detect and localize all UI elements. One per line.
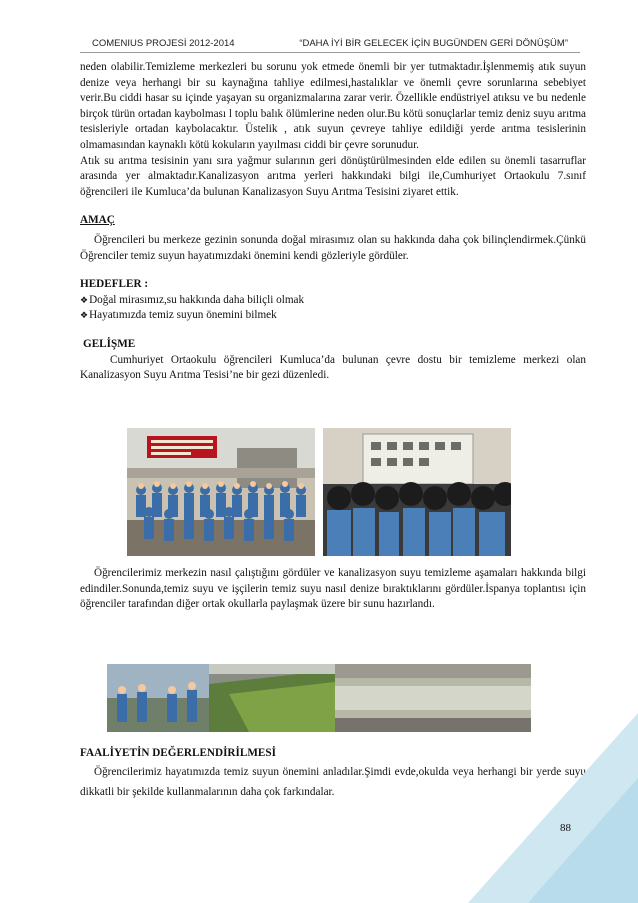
photo-students-outdoor [107,664,209,732]
amac-text: Öğrencileri bu merkeze gezinin sonunda doğal mirasımız olan su hakkında daha çok bilinçlendirmek.Çünkü Öğrenciler temiz suyun hayatımızdaki önemini kendi gözleriyle gördüler. [80,233,586,262]
students-indoor-photo [323,428,511,556]
page-number: 88 [560,822,571,834]
hedefler-item: ❖ Hayatımızda temiz suyun önemini bilmek [80,308,586,324]
intro-paragraph-2: Atık su arıtma tesisinin yanı sıra yağmur sularının geri dönüştürülmesinden elde edilen su önemli tasarruflar arasında yer almaktadır.Kanalizasyon arıtma yerleri hakkındaki bilgi ile,Cumhuriyet Ortaokulu 7.sınıf öğrencileri ile Kumluca’da bulunan Kanalizasyon Suyu Arıtma Tesisini ziyaret ettik. [80,154,586,198]
hedefler-item: ❖ Doğal mirasımız,su hakkında daha biliçli olmak [80,293,586,309]
gelisme-text: Cumhuriyet Ortaokulu öğrencileri Kumluca’da bulunan çevre dostu bir temizleme merkezi olan Kanalizasyon Suyu Arıtma Tesisi’ne bir gezi düzenledi. [80,353,586,382]
degerlendirme-heading: FAALİYETİN DEĞERLENDİRİLMESİ [80,747,276,759]
photo-row-1 [0,428,638,556]
page-content [80,60,586,384]
middle-paragraph: Öğrencilerimiz merkezin nasıl çalıştığını gördüler ve kanalizasyon suyu temizleme aşamaları hakkında bilgi edindiler.Sonunda,temiz suyu ve işçilerin temiz suyu nasıl denize bıraktıklarını gördüler.İspanya toplantısı için öğrenciler tarafından diğer ortak okullarla paylaşmak üzere bir sunu hazırlandı. [80,567,586,611]
gelisme-heading: GELİŞME [83,337,136,350]
header-slogan: “DAHA İYİ BİR GELECEK İÇİN BUGÜNDEN GERİ DÖNÜŞÜM” [299,38,568,49]
header-project-title: COMENIUS PROJESİ 2012-2014 [92,38,235,49]
header-rule [80,52,580,53]
hedefler-heading: HEDEFLER : [80,278,149,291]
degerlendirme-text: Öğrencilerimiz hayatımızda temiz suyun önemini anladılar.Şimdi evde,okulda veya herhangi bir yerde suyu dikkatli bir şekilde kullanmalarının daha çok farkındalar. [80,765,586,798]
corner-decoration-inner [528,778,638,903]
photo-treatment-pool [209,664,335,732]
page-header [80,38,580,54]
middle-section [80,566,586,613]
group-photo-building [127,428,315,556]
intro-paragraph-1: neden olabilir.Temizleme merkezleri bu sorunu yok etmede önemli bir yer tutmaktadır.İşlenmemiş atık suyun denize veya herhangi bir su kaynağına tahliye edilmesi,hastalıklar ve önemli çevre sorunlarına sebebiyet verir.Bu ciddi hasar su içinde yaşayan su organizmalarına zarar verir. Özellikle endüstriyel atıksu ve bu nedenle birçok türün ortadan kaybolması l toplu balık ölümlerine neden olur.Bu kötü sonuçlarlar temiz deniz suyu arıtma tesisleriyle ortadan kaybolacaktır. Üstelik , atık suyun çevreye tahliye edildiği yerde arıtma tesislerinin olmamasından kaynaklı kötü kokuların yayılması ciddi bir çevre sorunudur. [80,61,586,151]
amac-heading: AMAÇ [80,214,115,227]
